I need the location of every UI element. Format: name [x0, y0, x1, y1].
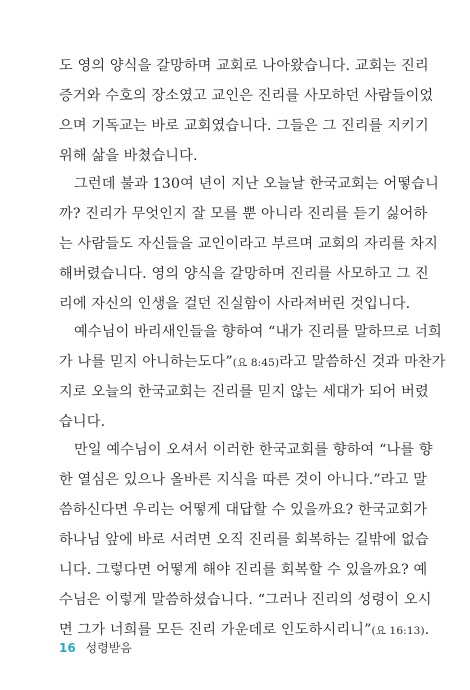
- text-line: 니다. 그렇다면 어떻게 해야 진리를 회복할 수 있을까요? 예: [59, 562, 428, 578]
- text-line: 도 영의 양식을 갈망하며 교회로 나아왔습니다. 교회는 진리: [59, 58, 429, 74]
- text-line: 으며 기독교는 바로 교회였습니다. 그들은 그 진리를 지키기: [59, 118, 429, 134]
- text-line: 한 열심은 있으나 올바른 지식을 따른 것이 아니다.”라고 말: [59, 472, 428, 488]
- running-title: 성령받음: [85, 641, 132, 655]
- text-line: 위해 삶을 바쳤습니다.: [59, 148, 198, 164]
- text-line: 까? 진리가 무엇인지 잘 모를 뿐 아니라 진리를 듣기 싫어하: [59, 206, 428, 222]
- text-line: 습니다.: [59, 414, 106, 430]
- text-line-with-reference: [59, 352, 446, 373]
- text-segment: 가 나를 믿지 아니하는도다”: [59, 354, 233, 370]
- paragraph-first-line: 만일 예수님이 오셔서 이러한 한국교회를 향하여 “나를 향: [74, 442, 433, 458]
- scripture-reference: (요 16:13): [371, 625, 425, 637]
- text-line: 리에 자신의 인생을 걸던 진실함이 사라져버린 것입니다.: [59, 296, 411, 312]
- text-segment: .: [424, 622, 430, 638]
- page-footer: [59, 640, 132, 656]
- scripture-reference: (요 8:45): [232, 357, 280, 369]
- text-segment: 면 그가 너희를 모든 진리 가운데로 인도하시리니”: [59, 622, 372, 638]
- text-line: 하나님 앞에 바로 서려면 오직 진리를 회복하는 길밖에 없습: [59, 532, 429, 548]
- text-line: 는 사람들도 자신들을 교인이라고 부르며 교회의 자리를 차지: [59, 236, 438, 252]
- text-segment: 라고 말씀하신 것과 마찬가: [279, 354, 446, 370]
- page-number: 16: [59, 641, 76, 655]
- text-line: 수님은 이렇게 말씀하셨습니다. “그러나 진리의 성령이 오시: [59, 592, 432, 608]
- text-line: 해버렸습니다. 영의 양식을 갈망하며 진리를 사모하고 그 진: [59, 266, 429, 282]
- paragraph-first-line: 예수님이 바리새인들을 향하여 “내가 진리를 말하므로 너희: [74, 324, 442, 340]
- text-line: 씀하신다면 우리는 어떻게 대답할 수 있을까요? 한국교회가: [59, 502, 428, 518]
- text-line: 증거와 수호의 장소였고 교인은 진리를 사모하던 사람들이었: [59, 88, 434, 104]
- paragraph-first-line: 그런데 불과 130여 년이 지난 오늘날 한국교회는 어떻습니: [74, 176, 439, 192]
- text-line: 지로 오늘의 한국교회는 진리를 믿지 않는 세대가 되어 버렸: [59, 384, 429, 400]
- text-line-with-reference: [59, 620, 430, 641]
